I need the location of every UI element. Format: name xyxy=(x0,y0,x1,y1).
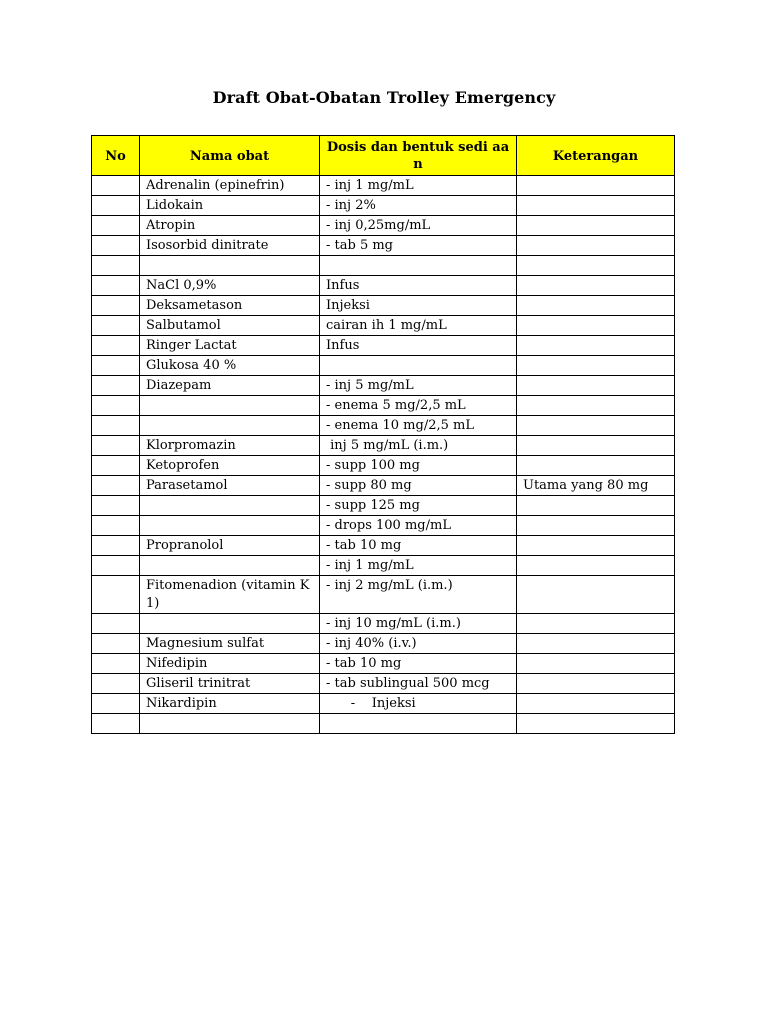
cell-dosis: - tab 10 mg xyxy=(320,536,517,556)
cell-nama-obat: Ketoprofen xyxy=(140,456,320,476)
header-keterangan: Keterangan xyxy=(517,136,675,176)
cell-nama-obat: Isosorbid dinitrate xyxy=(140,236,320,256)
table-row xyxy=(92,694,675,714)
cell-dosis: - tab sublingual 500 mcg xyxy=(320,674,517,694)
table-row xyxy=(92,536,675,556)
table-row xyxy=(92,176,675,196)
cell-no xyxy=(92,316,140,336)
cell-nama-obat: Nifedipin xyxy=(140,654,320,674)
cell-keterangan xyxy=(517,216,675,236)
cell-no xyxy=(92,576,140,614)
table-row xyxy=(92,256,675,276)
cell-keterangan xyxy=(517,296,675,316)
cell-nama-obat: Ringer Lactat xyxy=(140,336,320,356)
cell-no xyxy=(92,236,140,256)
table-row xyxy=(92,634,675,654)
cell-no xyxy=(92,176,140,196)
cell-keterangan xyxy=(517,176,675,196)
cell-nama-obat xyxy=(140,614,320,634)
table-row xyxy=(92,476,675,496)
table-body xyxy=(92,176,675,734)
header-nama-obat: Nama obat xyxy=(140,136,320,176)
table-row xyxy=(92,436,675,456)
cell-nama-obat: Deksametason xyxy=(140,296,320,316)
cell-keterangan xyxy=(517,516,675,536)
cell-dosis: - inj 2% xyxy=(320,196,517,216)
cell-nama-obat xyxy=(140,256,320,276)
cell-keterangan xyxy=(517,376,675,396)
table-row xyxy=(92,556,675,576)
table-row xyxy=(92,614,675,634)
cell-no xyxy=(92,714,140,734)
cell-nama-obat: Magnesium sulfat xyxy=(140,634,320,654)
table-row xyxy=(92,296,675,316)
cell-dosis: - inj 10 mg/mL (i.m.) xyxy=(320,614,517,634)
cell-nama-obat: Propranolol xyxy=(140,536,320,556)
cell-dosis: - inj 1 mg/mL xyxy=(320,556,517,576)
cell-keterangan xyxy=(517,674,675,694)
cell-nama-obat: Diazepam xyxy=(140,376,320,396)
cell-no xyxy=(92,556,140,576)
table-row xyxy=(92,196,675,216)
cell-no xyxy=(92,436,140,456)
cell-dosis: Injeksi xyxy=(320,296,517,316)
table-header-row xyxy=(92,136,675,176)
cell-nama-obat xyxy=(140,396,320,416)
cell-dosis: - inj 1 mg/mL xyxy=(320,176,517,196)
table-row xyxy=(92,456,675,476)
cell-no xyxy=(92,536,140,556)
cell-no xyxy=(92,416,140,436)
cell-dosis: - supp 80 mg xyxy=(320,476,517,496)
cell-no xyxy=(92,396,140,416)
cell-keterangan xyxy=(517,256,675,276)
table-row xyxy=(92,276,675,296)
cell-keterangan xyxy=(517,436,675,456)
cell-no xyxy=(92,456,140,476)
cell-dosis: Infus xyxy=(320,336,517,356)
cell-nama-obat: Gliseril trinitrat xyxy=(140,674,320,694)
cell-dosis: - enema 10 mg/2,5 mL xyxy=(320,416,517,436)
cell-dosis: - inj 5 mg/mL xyxy=(320,376,517,396)
table-row xyxy=(92,376,675,396)
header-no: No xyxy=(92,136,140,176)
cell-no xyxy=(92,694,140,714)
cell-dosis xyxy=(320,714,517,734)
table-row xyxy=(92,356,675,376)
table-row xyxy=(92,396,675,416)
cell-dosis: - supp 125 mg xyxy=(320,496,517,516)
table-row xyxy=(92,416,675,436)
cell-dosis: - supp 100 mg xyxy=(320,456,517,476)
cell-no xyxy=(92,276,140,296)
page-title: Draft Obat-Obatan Trolley Emergency xyxy=(212,88,556,107)
cell-no xyxy=(92,476,140,496)
cell-dosis: - tab 5 mg xyxy=(320,236,517,256)
cell-keterangan xyxy=(517,536,675,556)
cell-no xyxy=(92,674,140,694)
cell-dosis: - drops 100 mg/mL xyxy=(320,516,517,536)
cell-keterangan xyxy=(517,614,675,634)
cell-nama-obat: Parasetamol xyxy=(140,476,320,496)
cell-nama-obat: Atropin xyxy=(140,216,320,236)
table-row xyxy=(92,336,675,356)
cell-nama-obat xyxy=(140,496,320,516)
cell-keterangan xyxy=(517,416,675,436)
cell-nama-obat: Klorpromazin xyxy=(140,436,320,456)
cell-no xyxy=(92,496,140,516)
header-dosis: Dosis dan bentuk sedi aan xyxy=(320,136,517,176)
cell-dosis xyxy=(320,356,517,376)
cell-keterangan: Utama yang 80 mg xyxy=(517,476,675,496)
cell-nama-obat: Adrenalin (epinefrin) xyxy=(140,176,320,196)
cell-nama-obat xyxy=(140,556,320,576)
cell-no xyxy=(92,516,140,536)
cell-keterangan xyxy=(517,276,675,296)
cell-no xyxy=(92,654,140,674)
cell-no xyxy=(92,336,140,356)
cell-no xyxy=(92,216,140,236)
cell-no xyxy=(92,634,140,654)
cell-keterangan xyxy=(517,336,675,356)
cell-dosis: - tab 10 mg xyxy=(320,654,517,674)
medication-table xyxy=(91,135,675,734)
cell-dosis: - inj 40% (i.v.) xyxy=(320,634,517,654)
table-row xyxy=(92,496,675,516)
cell-no xyxy=(92,196,140,216)
cell-dosis: - Injeksi xyxy=(320,694,517,714)
cell-keterangan xyxy=(517,236,675,256)
cell-no xyxy=(92,614,140,634)
cell-no xyxy=(92,256,140,276)
cell-keterangan xyxy=(517,396,675,416)
cell-keterangan xyxy=(517,316,675,336)
table-row xyxy=(92,316,675,336)
cell-dosis: cairan ih 1 mg/mL xyxy=(320,316,517,336)
cell-dosis: - inj 2 mg/mL (i.m.) xyxy=(320,576,517,614)
cell-nama-obat: Glukosa 40 % xyxy=(140,356,320,376)
table-row xyxy=(92,516,675,536)
cell-keterangan xyxy=(517,654,675,674)
cell-keterangan xyxy=(517,496,675,516)
cell-nama-obat xyxy=(140,714,320,734)
table-row xyxy=(92,714,675,734)
cell-keterangan xyxy=(517,356,675,376)
table-row xyxy=(92,576,675,614)
cell-keterangan xyxy=(517,556,675,576)
cell-dosis xyxy=(320,256,517,276)
cell-nama-obat: Nikardipin xyxy=(140,694,320,714)
cell-nama-obat: NaCl 0,9% xyxy=(140,276,320,296)
table-row xyxy=(92,236,675,256)
table-row xyxy=(92,654,675,674)
cell-dosis: - enema 5 mg/2,5 mL xyxy=(320,396,517,416)
cell-keterangan xyxy=(517,576,675,614)
cell-nama-obat: Salbutamol xyxy=(140,316,320,336)
cell-no xyxy=(92,296,140,316)
cell-nama-obat xyxy=(140,416,320,436)
cell-nama-obat: Lidokain xyxy=(140,196,320,216)
cell-keterangan xyxy=(517,634,675,654)
cell-no xyxy=(92,356,140,376)
cell-keterangan xyxy=(517,196,675,216)
cell-keterangan xyxy=(517,694,675,714)
cell-dosis: Infus xyxy=(320,276,517,296)
cell-nama-obat xyxy=(140,516,320,536)
cell-keterangan xyxy=(517,456,675,476)
cell-dosis: - inj 0,25mg/mL xyxy=(320,216,517,236)
table-row xyxy=(92,674,675,694)
cell-keterangan xyxy=(517,714,675,734)
cell-nama-obat: Fitomenadion (vitamin K1) xyxy=(140,576,320,614)
cell-dosis: inj 5 mg/mL (i.m.) xyxy=(320,436,517,456)
table-row xyxy=(92,216,675,236)
cell-no xyxy=(92,376,140,396)
